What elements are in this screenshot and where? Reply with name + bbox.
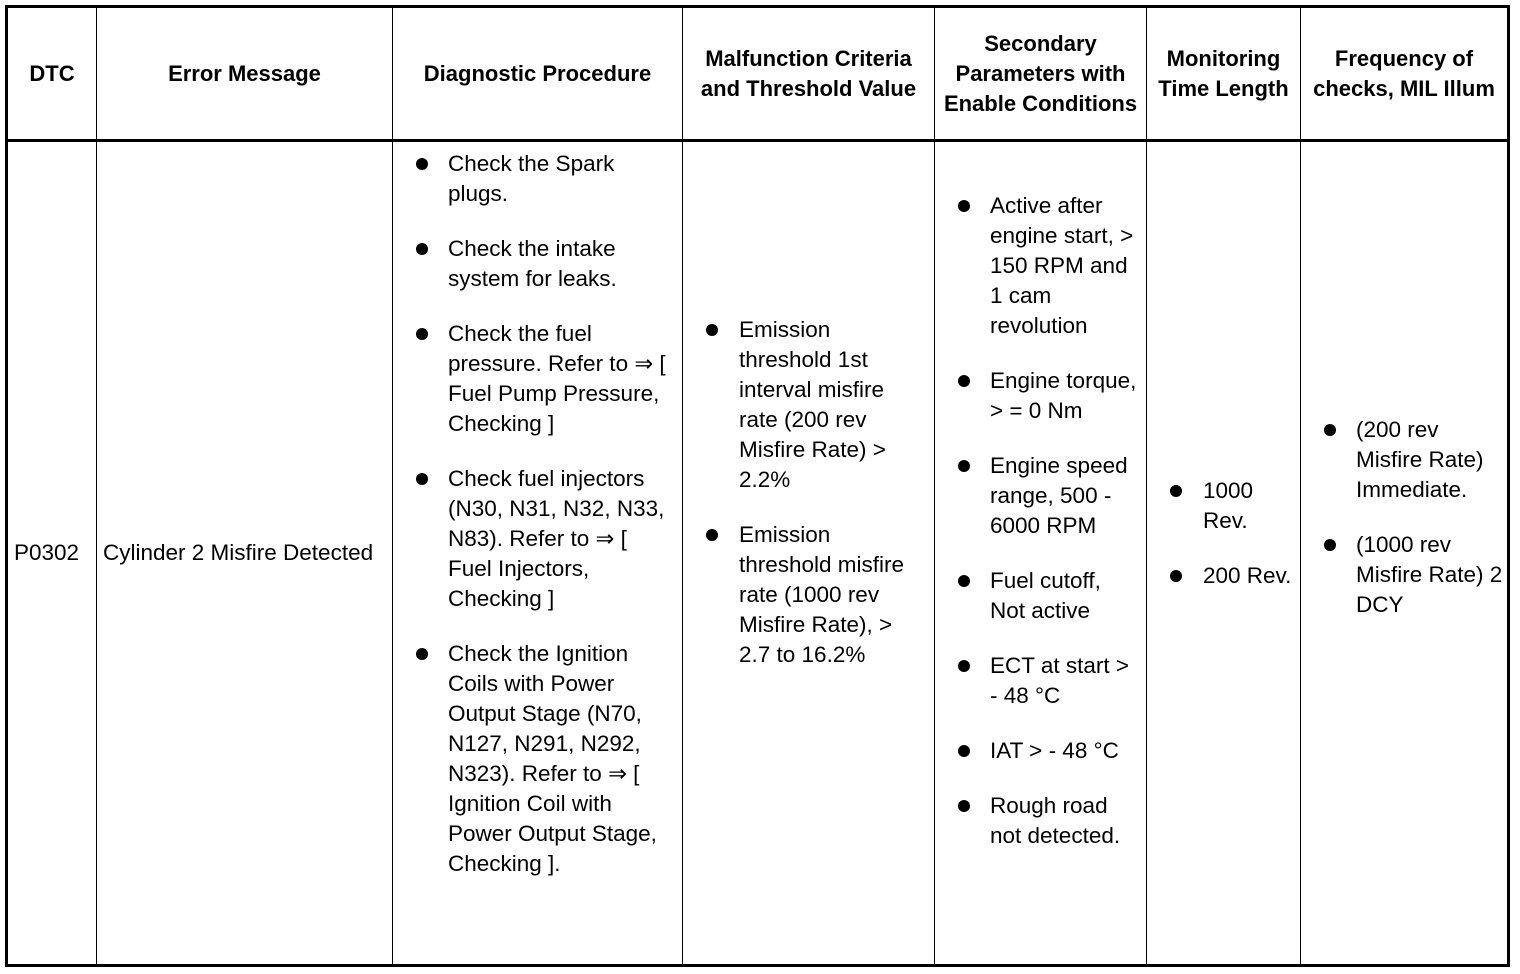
bullet-icon — [416, 328, 428, 340]
monitoring-time-list — [1147, 476, 1300, 591]
header-error-message: Error Message — [97, 7, 393, 141]
list-item — [1356, 530, 1503, 620]
list-item-text: Emission threshold misfire rate (1000 rev Misfire Rate), > 2.7 to 16.2% — [739, 521, 905, 667]
list-item-text: Active after engine start, > 150 RPM and 1 cam revolution — [990, 192, 1134, 338]
bullet-icon — [958, 375, 970, 387]
list-item-text: Check the fuel pressure. Refer to ⇒ [ Fuel Pump Pressure, Checking ] — [448, 321, 666, 436]
bullet-icon — [958, 745, 970, 757]
list-item — [990, 791, 1142, 851]
dtc-table — [5, 5, 1510, 967]
bullet-icon — [958, 660, 970, 672]
list-item — [990, 191, 1142, 341]
list-item-text: Engine torque, > = 0 Nm — [990, 367, 1137, 423]
cell-dtc: P0302 — [7, 141, 97, 966]
header-monitoring-time: Monitoring Time Length — [1147, 7, 1301, 141]
list-item — [990, 451, 1142, 541]
header-diagnostic-procedure: Diagnostic Procedure — [393, 7, 683, 141]
list-item — [448, 464, 674, 614]
bullet-icon — [1170, 570, 1182, 582]
malfunction-criteria-list — [683, 315, 934, 670]
diagnostic-procedure-list — [393, 142, 682, 879]
bullet-icon — [958, 200, 970, 212]
frequency-list — [1301, 415, 1507, 620]
list-item-text: Check the intake system for leaks. — [448, 236, 617, 291]
list-item-text: 200 Rev. — [1203, 562, 1292, 588]
list-item-text: (1000 rev Misfire Rate) 2 DCY — [1356, 531, 1503, 617]
bullet-icon — [416, 648, 428, 660]
bullet-icon — [1170, 485, 1182, 497]
list-item — [448, 234, 674, 294]
list-item — [1203, 561, 1296, 591]
cell-error-message: Cylinder 2 Misfire Detected — [97, 141, 393, 966]
bullet-icon — [706, 324, 718, 336]
bullet-icon — [958, 800, 970, 812]
list-item — [990, 651, 1142, 711]
bullet-icon — [416, 158, 428, 170]
list-item — [1356, 415, 1503, 505]
list-item-text: Check fuel injectors (N30, N31, N32, N33, N83). Refer to ⇒ [ Fuel Injectors, Checking ] — [448, 466, 665, 611]
bullet-icon — [706, 529, 718, 541]
bullet-icon — [416, 473, 428, 485]
list-item-text: Check the Ignition Coils with Power Output Stage (N70, N127, N291, N292, N323). Refer to ⇒ [ Ignition Coil with Power Output Stage, Checking ]. — [448, 641, 657, 876]
bullet-icon — [958, 575, 970, 587]
list-item — [448, 639, 674, 879]
header-frequency: Frequency of checks, MIL Illum — [1301, 7, 1509, 141]
list-item-text: 1000 Rev. — [1203, 477, 1254, 533]
cell-secondary-parameters — [935, 141, 1147, 966]
cell-frequency — [1301, 141, 1509, 966]
list-item — [448, 149, 674, 209]
list-item — [739, 520, 928, 670]
list-item — [448, 319, 674, 439]
secondary-parameters-list — [935, 191, 1146, 851]
cell-diagnostic-procedure — [393, 141, 683, 966]
list-item-text: IAT > - 48 °C — [990, 737, 1119, 763]
table-row — [7, 141, 1509, 966]
list-item-text: Emission threshold 1st interval misfire rate (200 rev Misfire Rate) > 2.2% — [739, 316, 886, 492]
list-item-text: (200 rev Misfire Rate) Immediate. — [1356, 416, 1484, 502]
list-item — [1203, 476, 1296, 536]
list-item-text: Fuel cutoff, Not active — [990, 567, 1101, 623]
list-item-text: Check the Spark plugs. — [448, 151, 615, 206]
cell-malfunction-criteria — [683, 141, 935, 966]
list-item — [990, 736, 1142, 766]
header-malfunction-criteria: Malfunction Criteria and Threshold Value — [683, 7, 935, 141]
list-item-text: ECT at start > - 48 °C — [990, 652, 1130, 708]
header-secondary-parameters: Secondary Parameters with Enable Conditions — [935, 7, 1147, 141]
list-item — [990, 566, 1142, 626]
bullet-icon — [416, 243, 428, 255]
bullet-icon — [1324, 539, 1336, 551]
header-dtc: DTC — [7, 7, 97, 141]
header-row — [7, 7, 1509, 141]
list-item — [739, 315, 928, 495]
cell-monitoring-time — [1147, 141, 1301, 966]
bullet-icon — [1324, 424, 1336, 436]
bullet-icon — [958, 460, 970, 472]
list-item — [990, 366, 1142, 426]
list-item-text: Engine speed range, 500 - 6000 RPM — [990, 452, 1128, 538]
list-item-text: Rough road not detected. — [990, 792, 1121, 848]
